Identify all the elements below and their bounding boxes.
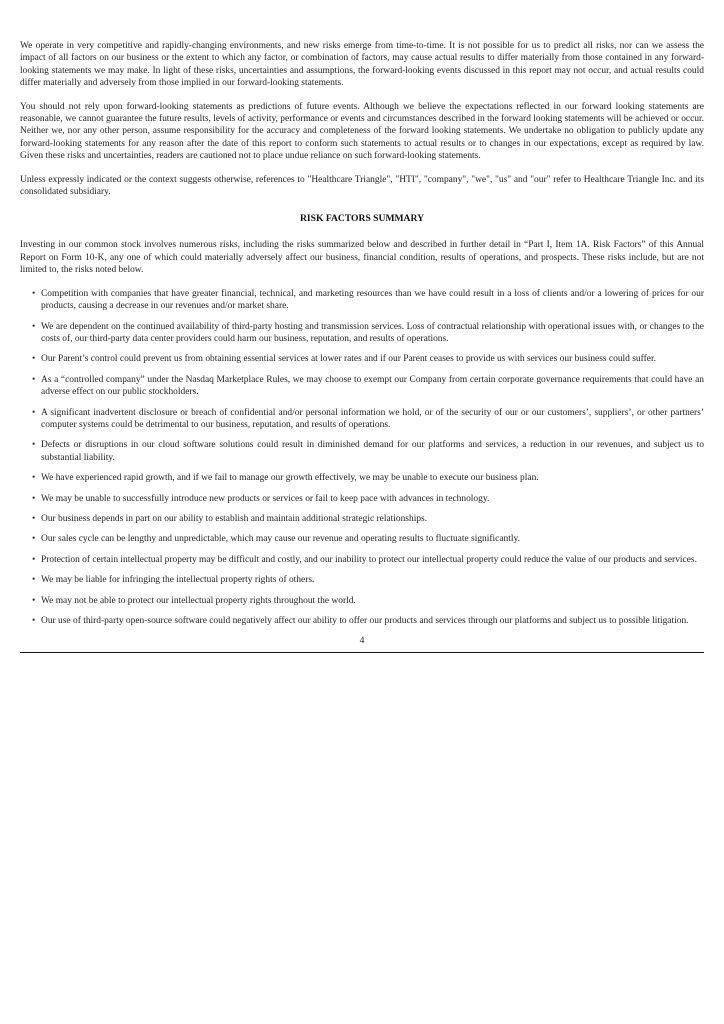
bullet-icon: • [32,473,36,484]
risk-text: A significant inadvertent disclosure or breach of confidential and/or personal information we hold, or of the security of our or our customers’, suppliers’, or other partners’ computer systems could be detrimental to our business, reputation, and results of operations. [41,407,704,430]
risk-factors-summary-heading: RISK FACTORS SUMMARY [299,213,425,225]
list-item [20,615,704,627]
risk-text: Our business depends in part on our ability to establish and maintain additional strategic relationships. [41,513,428,524]
risk-factors-list [20,288,704,628]
list-item [20,554,704,566]
bullet-icon: • [32,493,36,504]
risk-text: We may be unable to successfully introduce new products or services or fail to keep pace with advances in technology. [41,493,490,504]
page-number: 4 [359,635,365,647]
risk-text: Our Parent’s control could prevent us from obtaining essential services at lower rates and if our Parent ceases to provide us with services our business could suffer. [41,354,656,365]
list-item [20,288,704,313]
list-item [20,407,704,432]
list-item [20,493,704,505]
risk-text: We may be liable for infringing the intellectual property rights of others. [41,575,315,586]
risk-text: We are dependent on the continued availability of third-party hosting and transmission services. Loss of contractual relationship with operational issues with, or changes to the costs of, our third-party data center providers could harm our business, reputation, and results of operations. [41,321,704,344]
list-item [20,353,704,365]
list-item [20,595,704,607]
bullet-icon: • [32,288,36,299]
bullet-icon: • [32,440,36,451]
bullet-icon: • [32,321,36,332]
list-item [20,574,704,586]
risk-text: Protection of certain intellectual property may be difficult and costly, and our inability to protect our intellectual property could reduce the value of our products and services. [41,554,697,565]
bullet-icon: • [32,513,36,524]
risk-factors-intro-paragraph: Investing in our common stock involves numerous risks, including the risks summarized below and described in further detail in “Part I, Item 1A. Risk Factors” of this Annual Report on Form 10-K, any one of which could materially adversely affect our business, financial condition, results of operations, and prospects. These risks include, but are not limited to, the risks noted below. [20,240,704,276]
risk-text: Defects or disruptions in our cloud software solutions could result in diminished demand for our platforms and services, a reduction in our revenues, and subject us to substantial liability. [41,440,704,463]
company-references-paragraph: Unless expressly indicated or the context suggests otherwise, references to "Healthcare Triangle", "HTI", "company", "we", "us" and "our" refer to Healthcare Triangle Inc. and its consolidated subsidiary. [20,174,704,198]
bullet-icon: • [32,616,36,626]
list-item [20,321,704,346]
document-page [20,40,704,653]
bullet-icon: • [32,407,36,418]
forward-looking-reliance-paragraph: You should not rely upon forward-looking statements as predictions of future events. Although we believe the expectations reflected in our forward looking statements are reasonable, we cannot guarantee the future results, levels of activity, performance or events and circumstances described in the forward looking statements will be achieved or occur. Neither we, nor any other person, assume responsibility for the accuracy and completeness of the forward looking statements. We undertake no obligation to publicly update any forward-looking statements for any reason after the date of this report to conform such statements to actual results or to changes in our expectations, except as required by law. Given these risks and uncertainties, readers are cautioned not to place undue reliance on such forward-looking statements. [20,101,704,162]
list-item [20,533,704,545]
risk-text: Our use of third-party open-source software could negatively affect our ability to offer our products and services through our platforms and subject us to possible litigation. [41,616,689,626]
risk-text: We have experienced rapid growth, and if we fail to manage our growth effectively, we may be unable to execute our business plan. [41,473,539,484]
risk-text: As a “controlled company” under the Nasdaq Marketplace Rules, we may choose to exempt our Company from certain corporate governance requirements that could have an adverse effect on our public stockholders. [41,374,704,398]
list-item [20,374,704,399]
bullet-icon: • [32,595,36,606]
risk-text: We may not be able to protect our intellectual property rights throughout the world. [41,595,356,606]
footer-divider [20,652,704,653]
bullet-icon: • [32,374,36,385]
risk-text: Our sales cycle can be lengthy and unpredictable, which may cause our revenue and operating results to fluctuate significantly. [41,534,520,545]
risk-text: Competition with companies that have greater financial, technical, and marketing resources than we have could result in a loss of clients and/or a lowering of prices for our products, causing a decrease in our revenues and/or market share. [41,288,704,312]
bullet-icon: • [32,534,36,545]
bullet-icon: • [32,354,36,365]
list-item [20,513,704,525]
list-item [20,439,704,464]
bullet-icon: • [32,575,36,586]
list-item [20,472,704,484]
bullet-icon: • [32,554,36,565]
forward-looking-risks-paragraph: We operate in very competitive and rapidly-changing environments, and new risks emerge from time-to-time. It is not possible for us to predict all risks, nor can we assess the impact of all factors on our business or the extent to which any factor, or combination of factors, may cause actual results to differ materially from those contained in any forward-looking statements we may make. In light of these risks, uncertainties and assumptions, the forward-looking events discussed in this report may not occur, and actual results could differ materially and adversely from those implied in our forward-looking statements. [20,41,704,89]
